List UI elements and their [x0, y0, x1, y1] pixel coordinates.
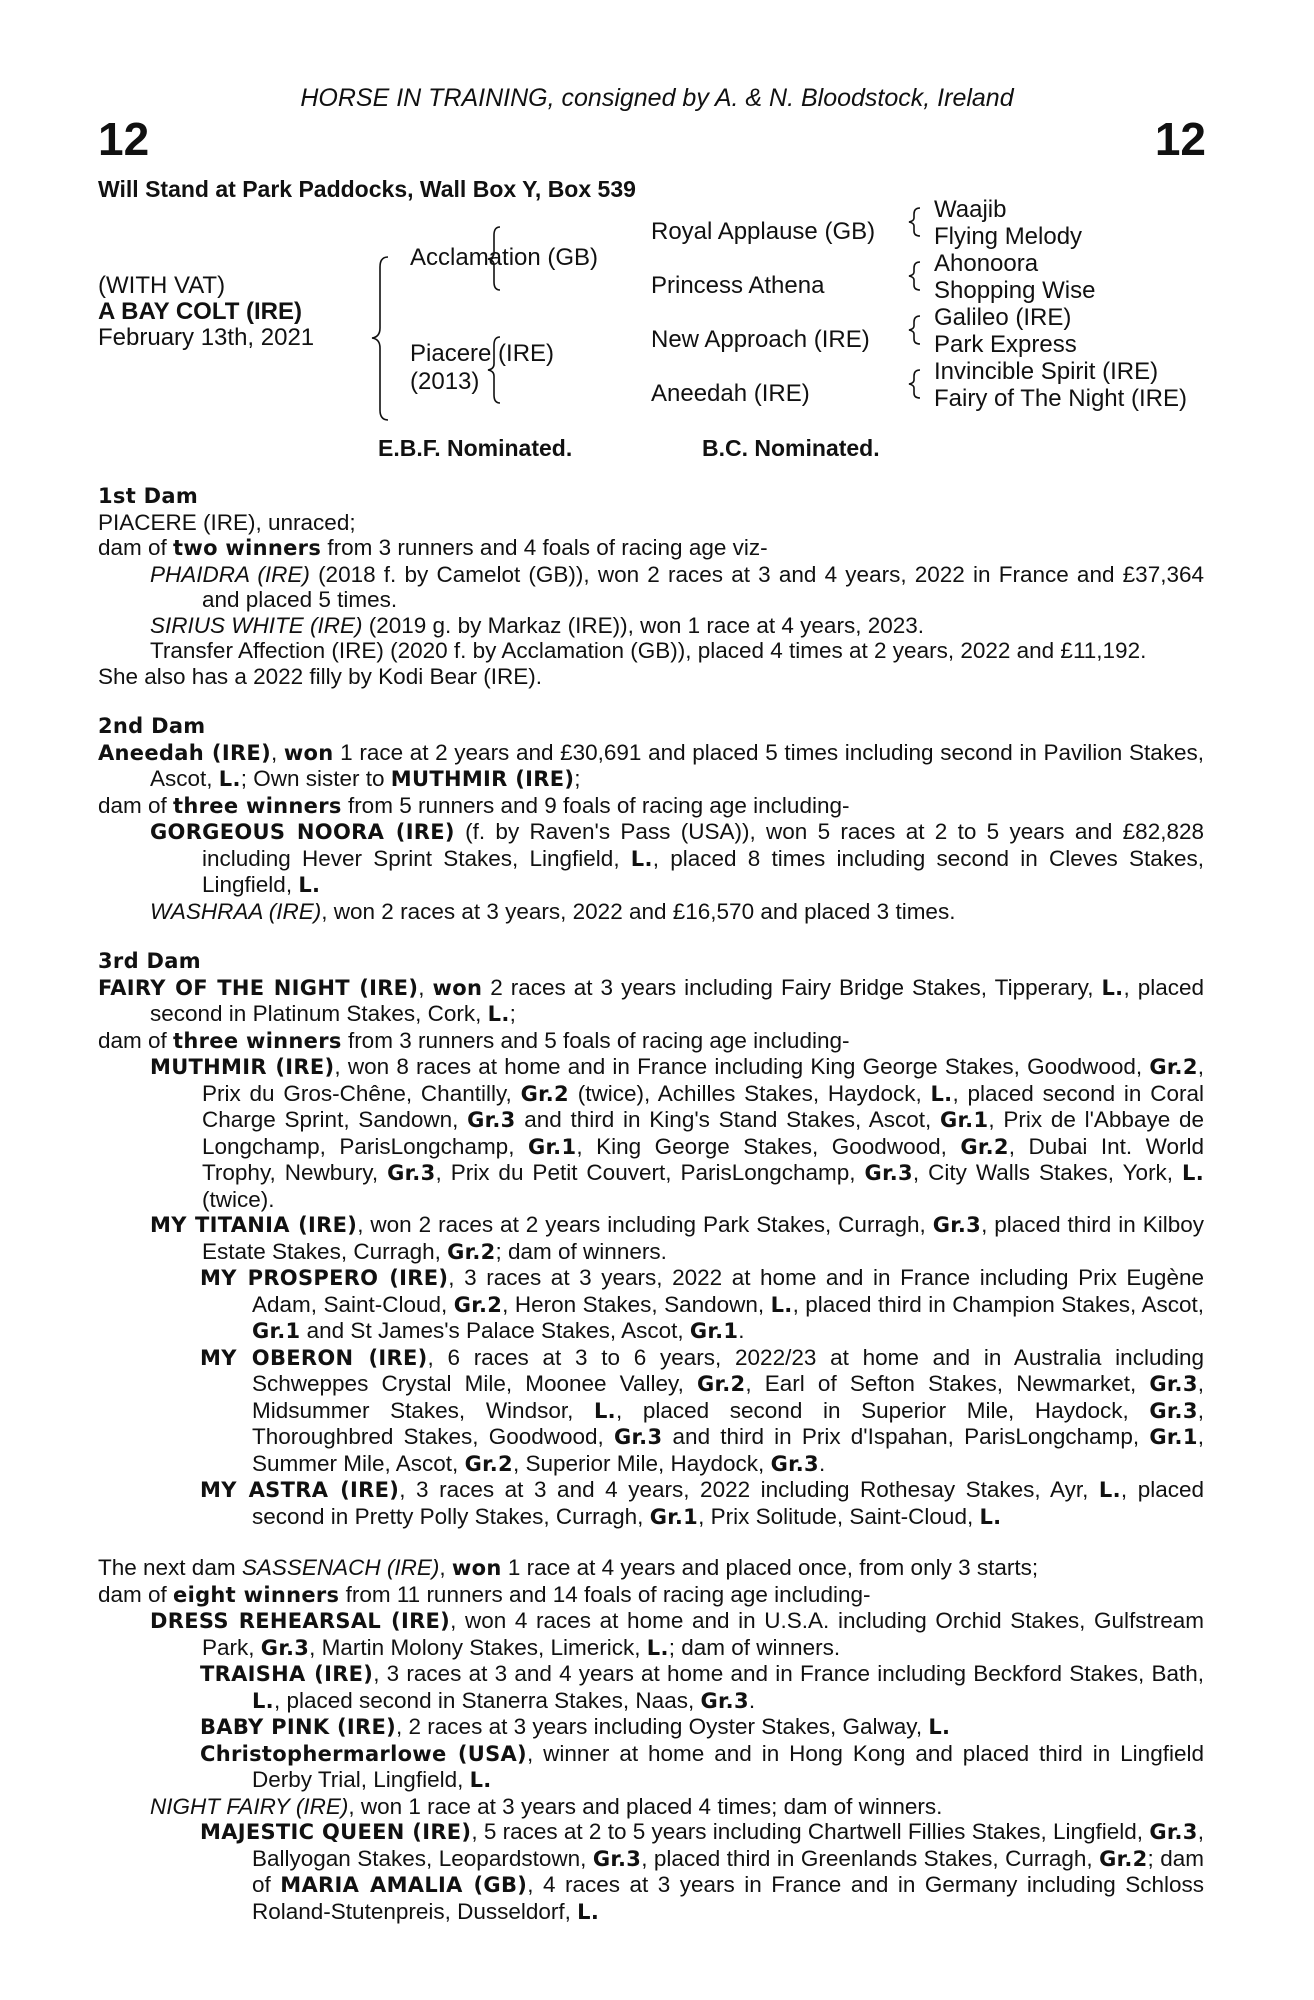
produce-night-fairy — [98, 1794, 1204, 1820]
grade: L. — [252, 1688, 274, 1713]
grade: Gr.3 — [700, 1688, 749, 1713]
text: , King George Stakes, Goodwood, — [576, 1133, 961, 1159]
horse-name: PHAIDRA (IRE) — [150, 561, 310, 587]
text: , placed second in Platinum Stakes, Cork, — [150, 974, 1205, 1026]
sire-sire: Royal Applause (GB) — [651, 218, 876, 245]
text: , placed third in Kilboy Estate Stakes, Curragh, — [202, 1212, 1205, 1264]
text: , — [439, 1555, 452, 1580]
produce-transfer-affection: Transfer Affection (IRE) (2020 f. by Acclamation (GB)), placed 4 times at 2 years, 2022 and £11,192. — [150, 638, 1147, 663]
horse-name: A BAY COLT (IRE) — [98, 298, 303, 325]
winners-count: two winners — [173, 536, 322, 560]
grade: Gr.2 — [697, 1372, 746, 1396]
consignor-heading: HORSE IN TRAINING, consigned by A. & N. Bloodstock, Ireland — [300, 84, 1014, 112]
dam-year: (2013) — [410, 368, 480, 395]
text: (f. by Raven's Pass (USA)), won 5 races at 2 to 5 years and £82,828 including Hever Sprint Stakes, Lingfield, — [202, 819, 1204, 871]
text: 1 race at 4 years and placed once, from only 3 starts; — [501, 1555, 1039, 1580]
ebf-nomination: E.B.F. Nominated. — [378, 435, 573, 461]
grade: Gr.3 — [932, 1213, 982, 1237]
text: . — [818, 1450, 826, 1476]
first-dam-section — [98, 484, 1204, 689]
grade: L. — [1182, 1161, 1205, 1185]
text: ; Own sister to — [240, 766, 391, 791]
grade: Gr.3 — [770, 1451, 819, 1476]
sire-dam: Princess Athena — [651, 272, 825, 299]
text: , Heron Stakes, Sandown, — [502, 1291, 771, 1317]
grade: Gr.3 — [387, 1161, 436, 1185]
horse-name: MY ASTRA (IRE) — [200, 1478, 400, 1502]
next-dam-record — [98, 1555, 1204, 1582]
text: , won 2 races at 3 years, 2022 and £16,570 and placed 3 times. — [321, 898, 956, 924]
gg-8: Fairy of The Night (IRE) — [934, 385, 1187, 412]
lot-number-right: 12 — [1154, 113, 1206, 165]
grade: L. — [577, 1899, 600, 1924]
text: dam of — [98, 535, 174, 560]
second-dam-section — [98, 714, 1204, 924]
text: , won 1 race at 3 years and placed 4 times; dam of winners. — [348, 1793, 943, 1819]
text: , 3 races at 3 and 4 years at home and in France including Beckford Stakes, Bath, — [373, 1661, 1205, 1686]
text: ; — [509, 1001, 516, 1026]
text: ; — [574, 766, 581, 791]
produce-phaidra — [98, 562, 1204, 613]
grade: Gr.2 — [453, 1292, 503, 1317]
text: , winner at home and in Hong Kong and placed third in Lingfield Derby Trial, Lingfield, — [252, 1740, 1204, 1792]
horse-name: MARIA AMALIA (GB) — [280, 1873, 528, 1897]
text: The next dam — [98, 1555, 242, 1580]
text: won — [451, 1556, 502, 1580]
text: , 6 races at 3 to 6 years, 2022/23 at home and in Australia including Schweppes Crystal Mile, Moonee Valley, — [252, 1344, 1204, 1396]
text: dam of — [98, 792, 174, 818]
text: , Superior Mile, Haydock, — [512, 1450, 771, 1476]
text: ; dam of winners. — [668, 1634, 841, 1660]
gg-6: Park Express — [934, 331, 1077, 358]
horse-name: DRESS REHEARSAL (IRE) — [150, 1609, 451, 1633]
grade: L. — [298, 873, 321, 897]
second-dam-record — [98, 740, 1204, 793]
grade: Gr.1 — [689, 1319, 739, 1343]
text: won — [432, 975, 483, 1000]
produce-my-astra — [98, 1477, 1204, 1530]
text: , 5 races at 2 to 5 years including Chartwell Fillies Stakes, Lingfield, — [471, 1819, 1150, 1844]
produce-majestic-queen — [98, 1819, 1204, 1925]
sire: Acclamation (GB) — [410, 244, 599, 271]
text: , placed 8 times including second in Cleves Stakes, Lingfield, — [202, 845, 1205, 897]
produce-sirius-white — [98, 613, 1204, 639]
text: dam of — [98, 1581, 174, 1607]
grade: Gr.3 — [1149, 1820, 1198, 1844]
grade: Gr.2 — [1099, 1846, 1148, 1871]
grade: L. — [469, 1768, 492, 1792]
text: , — [418, 974, 433, 1000]
text: , won 8 races at home and in France including King George Stakes, Goodwood, — [334, 1054, 1150, 1079]
text: , placed third in Champion Stakes, Ascot, — [792, 1291, 1204, 1317]
text: , 2 races at 3 years including Oyster Stakes, Galway, — [396, 1714, 929, 1739]
produce-my-titania — [98, 1212, 1204, 1265]
next-dam-section — [98, 1555, 1204, 1925]
grade: L. — [770, 1292, 793, 1317]
grade: L. — [487, 1002, 510, 1026]
third-dam-record — [98, 975, 1204, 1028]
text: from 11 runners and 14 foals of racing age including- — [339, 1581, 871, 1607]
text: , placed second in Superior Mile, Haydock, — [615, 1397, 1150, 1423]
gg-5: Galileo (IRE) — [934, 304, 1072, 331]
winners-count: eight winners — [173, 1582, 340, 1607]
grade: L. — [1098, 1478, 1121, 1502]
grade: L. — [979, 1504, 1002, 1529]
text: , won 4 races at home and in U.S.A. including Orchid Stakes, Gulfstream Park, — [202, 1608, 1204, 1660]
foaling-date: February 13th, 2021 — [98, 324, 315, 351]
text: (2018 f. by Camelot (GB)), won 2 races at 3 and 4 years, 2022 in France and £37,364 and placed 5 times. — [202, 561, 1204, 612]
grade: Gr.2 — [464, 1451, 513, 1476]
text: , Midsummer Stakes, Windsor, — [252, 1371, 1205, 1423]
horse-name: MY TITANIA (IRE) — [150, 1213, 358, 1237]
text: from 5 runners and 9 foals of racing age including- — [341, 792, 850, 818]
text: (twice), Achilles Stakes, Haydock, — [568, 1080, 931, 1106]
gg-2: Flying Melody — [934, 223, 1083, 250]
horse-name: FAIRY OF THE NIGHT (IRE) — [98, 975, 419, 1000]
horse-name: MY PROSPERO (IRE) — [200, 1266, 449, 1290]
first-dam-line: PIACERE (IRE), unraced; — [98, 509, 356, 535]
text: from 3 runners and 4 foals of racing age viz- — [321, 535, 768, 560]
grade: Gr.3 — [467, 1108, 516, 1132]
third-dam-produce-line — [98, 1028, 1204, 1055]
grade: Gr.3 — [260, 1635, 310, 1660]
grade: L. — [218, 767, 241, 791]
text: , placed second in Pretty Polly Stakes, Curragh, — [252, 1477, 1205, 1529]
grade: Gr.2 — [520, 1081, 569, 1106]
grade: L. — [1101, 975, 1124, 1000]
text: dam of — [98, 1027, 174, 1053]
text: , Thoroughbred Stakes, Goodwood, — [252, 1397, 1205, 1449]
produce-washraa — [98, 899, 1204, 925]
horse-name: Christophermarlowe (USA) — [200, 1741, 527, 1766]
horse-name: MY OBERON (IRE) — [200, 1345, 428, 1370]
text: and third in King's Stand Stakes, Ascot, — [515, 1107, 940, 1132]
grade: Gr.2 — [447, 1239, 496, 1264]
grade: L. — [646, 1635, 669, 1660]
text: , Prix de l'Abbaye de Longchamp, ParisLongchamp, — [202, 1107, 1204, 1159]
horse-name: SIRIUS WHITE (IRE) — [150, 612, 363, 638]
produce-dress-rehearsal — [98, 1608, 1204, 1661]
text: , won 2 races at 2 years including Park Stakes, Curragh, — [357, 1212, 933, 1237]
dam-sire: New Approach (IRE) — [651, 326, 870, 353]
gg-4: Shopping Wise — [934, 277, 1096, 304]
text: , — [270, 739, 284, 765]
gg-1: Waajib — [934, 196, 1007, 223]
grade: Gr.1 — [939, 1108, 989, 1132]
produce-note: She also has a 2022 filly by Kodi Bear (IRE). — [98, 663, 542, 689]
grade: Gr.3 — [864, 1161, 913, 1185]
horse-name: MUTHMIR (IRE) — [150, 1055, 335, 1079]
next-dam-produce-line — [98, 1582, 1204, 1609]
text: , Martin Molony Stakes, Limerick, — [309, 1634, 647, 1660]
text: (twice). — [202, 1186, 275, 1212]
first-dam-title: 1st Dam — [98, 484, 199, 508]
grade: Gr.1 — [649, 1504, 699, 1529]
winners-count: three winners — [173, 793, 342, 818]
second-dam-title: 2nd Dam — [98, 714, 206, 738]
grade: L. — [928, 1715, 951, 1739]
text: , City Walls Stakes, York, — [912, 1160, 1183, 1185]
text: ; dam of winners. — [495, 1238, 667, 1264]
horse-name: BABY PINK (IRE) — [200, 1715, 397, 1739]
text: , Prix Solitude, Saint-Cloud, — [698, 1503, 980, 1529]
grade: Gr.2 — [1149, 1055, 1198, 1079]
dam: Piacere (IRE) — [410, 340, 555, 367]
text: and St James's Palace Stakes, Ascot, — [300, 1318, 690, 1343]
grade: Gr.1 — [252, 1319, 301, 1343]
text: (2019 g. by Markaz (IRE)), won 1 race at 4 years, 2023. — [362, 612, 925, 638]
second-dam-produce-line — [98, 793, 1204, 820]
grade: Gr.2 — [960, 1134, 1009, 1159]
pedigree-table — [98, 196, 1218, 430]
grade: Gr.3 — [1149, 1398, 1198, 1423]
horse-name: GORGEOUS NOORA (IRE) — [150, 820, 455, 844]
text: , placed third in Greenlands Stakes, Curragh, — [641, 1845, 1100, 1871]
text: , placed second in Stanerra Stakes, Naas, — [273, 1687, 701, 1713]
produce-muthmir — [98, 1054, 1204, 1212]
horse-name: NIGHT FAIRY (IRE) — [150, 1793, 349, 1819]
text: . — [748, 1687, 756, 1713]
first-dam-produce-line — [98, 535, 1204, 562]
grade: L. — [593, 1398, 616, 1423]
winners-count: three winners — [173, 1028, 342, 1053]
text: , Prix du Gros-Chêne, Chantilly, — [202, 1054, 1205, 1106]
third-dam-title: 3rd Dam — [98, 949, 201, 973]
grade: Gr.3 — [592, 1846, 642, 1871]
text: , 3 races at 3 and 4 years, 2022 including Rothesay Stakes, Ayr, — [399, 1477, 1099, 1502]
text: 2 races at 3 years including Fairy Bridge Stakes, Tipperary, — [482, 974, 1102, 1000]
text: and third in Prix d'Ispahan, ParisLongchamp, — [662, 1424, 1150, 1449]
grade: Gr.1 — [1149, 1425, 1198, 1449]
grade: Gr.3 — [1149, 1372, 1198, 1396]
produce-baby-pink — [98, 1714, 1204, 1741]
produce-my-prospero — [98, 1265, 1204, 1345]
horse-name: Aneedah (IRE) — [98, 740, 271, 765]
stand-location: Will Stand at Park Paddocks, Wall Box Y, Box 539 — [98, 176, 636, 202]
produce-my-oberon — [98, 1345, 1204, 1478]
text: . — [738, 1318, 745, 1343]
text: , Dubai Int. World Trophy, Newbury, — [202, 1133, 1204, 1185]
horse-name: SASSENACH (IRE) — [241, 1555, 440, 1580]
vat-note: (WITH VAT) — [98, 272, 226, 299]
grade: L. — [630, 846, 653, 871]
text: , Prix du Petit Couvert, ParisLongchamp, — [435, 1160, 865, 1185]
grade: Gr.1 — [527, 1134, 577, 1159]
gg-7: Invincible Spirit (IRE) — [934, 358, 1159, 385]
horse-name: MAJESTIC QUEEN (IRE) — [200, 1820, 472, 1844]
text: , Ballyogan Stakes, Leopardstown, — [252, 1819, 1204, 1871]
grade: L. — [930, 1081, 953, 1106]
produce-traisha — [98, 1661, 1204, 1714]
text: won — [283, 740, 334, 765]
text: from 3 runners and 5 foals of racing age including- — [341, 1027, 850, 1053]
gg-3: Ahonoora — [934, 250, 1039, 277]
text: , placed second in Coral Charge Sprint, Sandown, — [202, 1080, 1204, 1132]
text: ; dam of — [252, 1845, 1204, 1897]
catalogue-body — [98, 484, 1204, 1925]
third-dam-section — [98, 949, 1204, 1530]
dam-dam: Aneedah (IRE) — [651, 380, 810, 407]
text: , 4 races at 3 years in France and in Germany including Schloss Roland-Stutenpreis, Dusseldorf, — [252, 1872, 1204, 1924]
horse-name: MUTHMIR (IRE) — [390, 767, 575, 791]
produce-gorgeous-noora — [98, 819, 1204, 899]
horse-name: TRAISHA (IRE) — [200, 1662, 374, 1686]
horse-name: WASHRAA (IRE) — [150, 898, 322, 924]
text: 1 race at 2 years and £30,691 and placed 5 times including second in Pavilion Stakes, Ascot, — [150, 739, 1204, 791]
grade: Gr.3 — [613, 1425, 663, 1449]
bc-nomination: B.C. Nominated. — [702, 435, 880, 461]
text: , Earl of Sefton Stakes, Newmarket, — [745, 1371, 1150, 1396]
text: , Summer Mile, Ascot, — [252, 1424, 1204, 1476]
produce-christophermarlowe — [98, 1741, 1204, 1794]
lot-number-left: 12 — [98, 113, 150, 165]
text: , 3 races at 3 years, 2022 at home and in France including Prix Eugène Adam, Saint-Cloud, — [252, 1265, 1204, 1317]
